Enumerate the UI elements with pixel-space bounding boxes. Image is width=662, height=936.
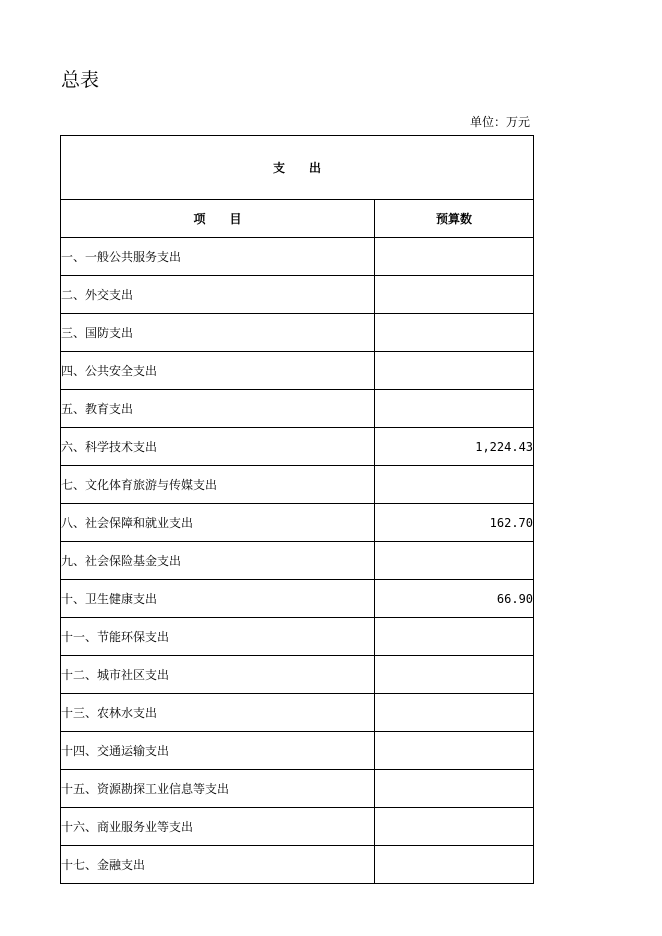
row-budget-value: 66.90 [375,580,534,618]
row-item-label: 五、教育支出 [61,390,375,428]
row-budget-value [375,542,534,580]
row-budget-value [375,276,534,314]
row-item-label: 二、外交支出 [61,276,375,314]
row-budget-value [375,694,534,732]
column-header-budget: 预算数 [375,200,534,238]
row-budget-value: 162.70 [375,504,534,542]
table-row [61,390,534,428]
table-row [61,694,534,732]
row-item-label: 六、科学技术支出 [61,428,375,466]
table-row [61,656,534,694]
row-budget-value [375,656,534,694]
column-header-item: 项 目 [61,200,375,238]
row-budget-value [375,770,534,808]
row-item-label: 十三、农林水支出 [61,694,375,732]
row-item-label: 一、一般公共服务支出 [61,238,375,276]
table-row [61,314,534,352]
table-row [61,352,534,390]
section-header-expenditure: 支 出 [61,136,534,200]
row-item-label: 十、卫生健康支出 [61,580,375,618]
row-item-label: 八、社会保障和就业支出 [61,504,375,542]
table-row [61,238,534,276]
column-header-row [61,200,534,238]
row-budget-value [375,238,534,276]
row-item-label: 四、公共安全支出 [61,352,375,390]
table-row [61,580,534,618]
row-item-label: 十二、城市社区支出 [61,656,375,694]
row-item-label: 十五、资源勘探工业信息等支出 [61,770,375,808]
unit-label: 单位：万元 [469,115,530,129]
table-row [61,428,534,466]
table-row [61,808,534,846]
table-row [61,770,534,808]
budget-table [60,135,534,884]
row-item-label: 十四、交通运输支出 [61,732,375,770]
row-budget-value [375,466,534,504]
row-budget-value [375,732,534,770]
table-row [61,504,534,542]
table-row [61,276,534,314]
row-budget-value [375,846,534,884]
table-row [61,618,534,656]
page-title: 总表 [61,69,100,91]
row-budget-value: 1,224.43 [375,428,534,466]
row-item-label: 九、社会保险基金支出 [61,542,375,580]
row-budget-value [375,314,534,352]
row-item-label: 七、文化体育旅游与传媒支出 [61,466,375,504]
row-budget-value [375,618,534,656]
table-row [61,732,534,770]
table-row [61,466,534,504]
row-item-label: 十七、金融支出 [61,846,375,884]
table-row [61,846,534,884]
section-header-row [61,136,534,200]
row-item-label: 三、国防支出 [61,314,375,352]
row-item-label: 十一、节能环保支出 [61,618,375,656]
row-budget-value [375,390,534,428]
row-budget-value [375,352,534,390]
table-row [61,542,534,580]
table-body [61,238,534,884]
row-budget-value [375,808,534,846]
row-item-label: 十六、商业服务业等支出 [61,808,375,846]
